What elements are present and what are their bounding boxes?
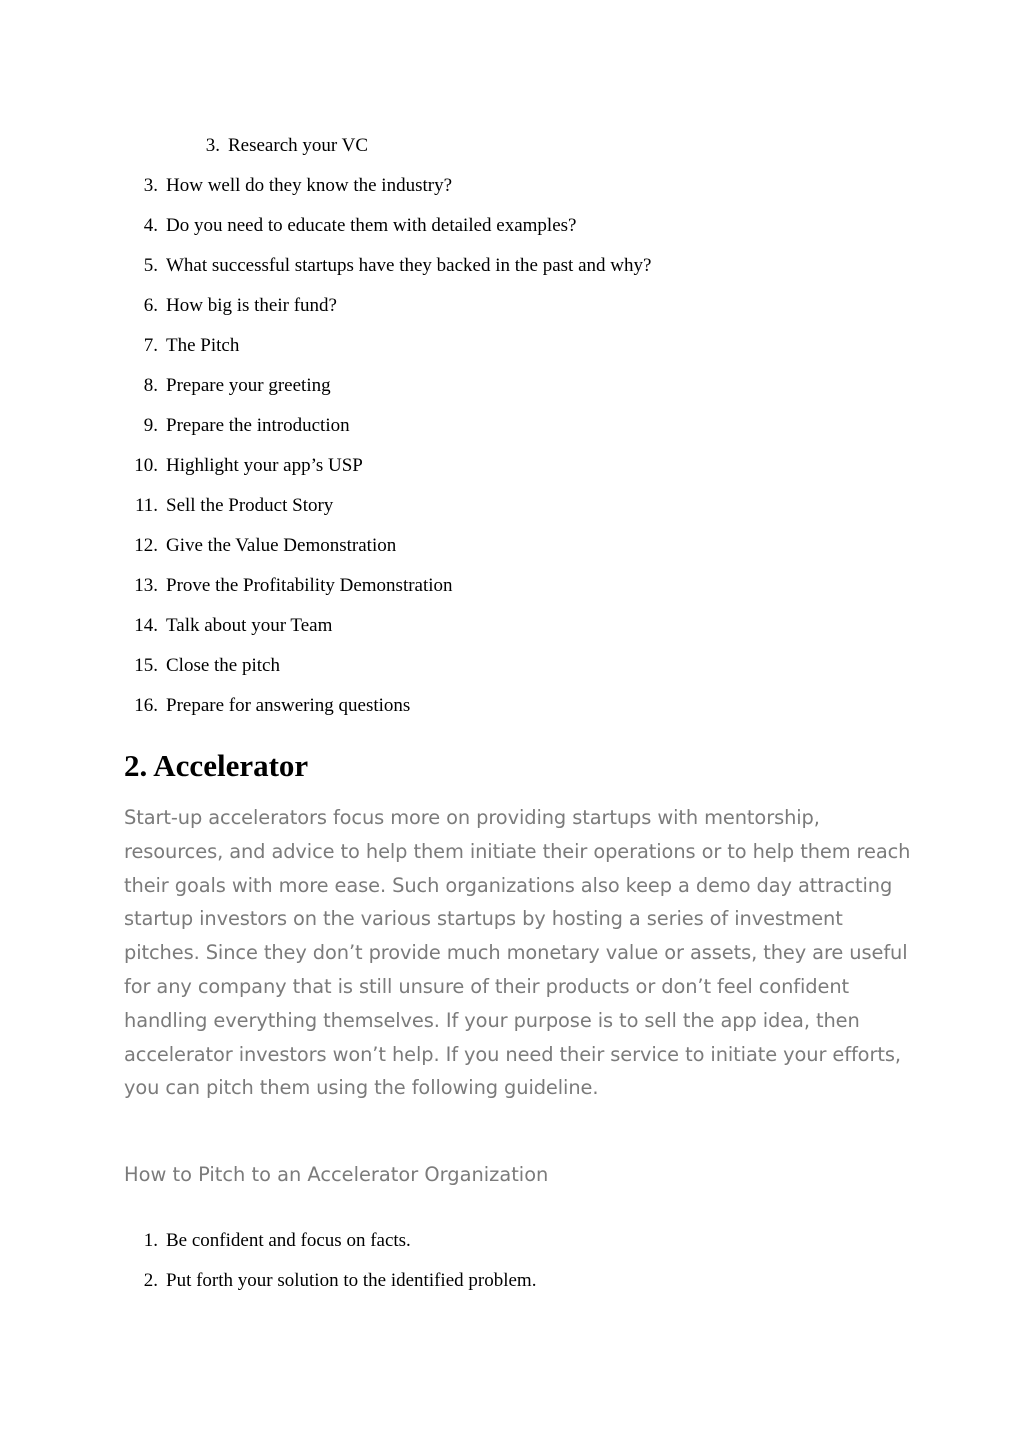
section-paragraph: Start-up accelerators focus more on providing startups with mentorship, resources, and advice to help them initiate their operations or to help them reach their goals with more ease. Such organizations also keep a demo day attracting startup investors on the various startups by hosting a series of investment pitches. Since they don’t provide much monetary value or assets, they are useful for any company that is still unsure of their products or don’t feel confident handling everything themselves. If your purpose is to sell the app idea, then accelerator investors won’t help. If you need their service to initiate your efforts, you can pitch them using the following guideline. bbox=[124, 806, 911, 1100]
list-item bbox=[134, 694, 411, 718]
section-heading: 2. Accelerator bbox=[124, 748, 309, 783]
list-item-number: 9. bbox=[143, 415, 158, 436]
list-item-text: Close the pitch bbox=[166, 655, 280, 676]
list-item-number: 5. bbox=[143, 255, 158, 276]
list-item bbox=[143, 374, 331, 398]
list-item bbox=[143, 214, 577, 238]
list-item-number: 10. bbox=[134, 455, 158, 476]
list-item-number: 8. bbox=[143, 375, 158, 396]
list-item bbox=[143, 414, 350, 438]
list-item-text: How well do they know the industry? bbox=[166, 175, 453, 196]
list-item-text: Give the Value Demonstration bbox=[166, 535, 397, 556]
list-item bbox=[134, 454, 363, 478]
list-item-text: Sell the Product Story bbox=[166, 495, 334, 516]
list-item-text: Prepare your greeting bbox=[166, 375, 331, 396]
list-item-text: Prove the Profitability Demonstration bbox=[166, 575, 453, 596]
list-item-text: How big is their fund? bbox=[166, 295, 337, 316]
list-item-number: 12. bbox=[134, 535, 158, 556]
list-item-number: 14. bbox=[134, 615, 158, 636]
list-item-number: 15. bbox=[134, 655, 158, 676]
list-item bbox=[143, 254, 652, 278]
list-item bbox=[143, 294, 337, 318]
list-item-number: 2. bbox=[143, 1270, 158, 1291]
list-item-text: Highlight your app’s USP bbox=[166, 455, 363, 476]
list-item-number: 4. bbox=[143, 215, 158, 236]
list-item-number: 3. bbox=[143, 175, 158, 196]
list-item-number: 11. bbox=[134, 495, 158, 516]
list-item bbox=[134, 574, 453, 598]
section-subheading: How to Pitch to an Accelerator Organization bbox=[124, 1163, 549, 1186]
list-item bbox=[134, 654, 280, 678]
list-item-text: What successful startups have they backed in the past and why? bbox=[166, 255, 652, 276]
list-item bbox=[134, 534, 397, 558]
list-item-text: The Pitch bbox=[166, 335, 240, 356]
list-item bbox=[134, 614, 333, 638]
list-item-number: 1. bbox=[143, 1230, 158, 1251]
list-item bbox=[143, 1269, 537, 1293]
list-item-number: 3. bbox=[205, 135, 220, 156]
nested-list-item bbox=[205, 134, 369, 158]
list-item-text: Research your VC bbox=[228, 135, 369, 156]
list-item-text: Prepare the introduction bbox=[166, 415, 350, 436]
list-item-text: Prepare for answering questions bbox=[166, 695, 411, 716]
list-item-number: 13. bbox=[134, 575, 158, 596]
list-item bbox=[143, 334, 240, 358]
list-item-text: Put forth your solution to the identified problem. bbox=[166, 1270, 537, 1291]
list-item bbox=[134, 494, 334, 518]
list-item bbox=[143, 1229, 411, 1253]
list-item-number: 7. bbox=[143, 335, 158, 356]
list-item-text: Be confident and focus on facts. bbox=[166, 1230, 411, 1251]
list-item-text: Do you need to educate them with detailed examples? bbox=[166, 215, 577, 236]
list-item-text: Talk about your Team bbox=[166, 615, 333, 636]
list-item-number: 6. bbox=[143, 295, 158, 316]
list-item-number: 16. bbox=[134, 695, 158, 716]
list-item bbox=[143, 174, 453, 198]
